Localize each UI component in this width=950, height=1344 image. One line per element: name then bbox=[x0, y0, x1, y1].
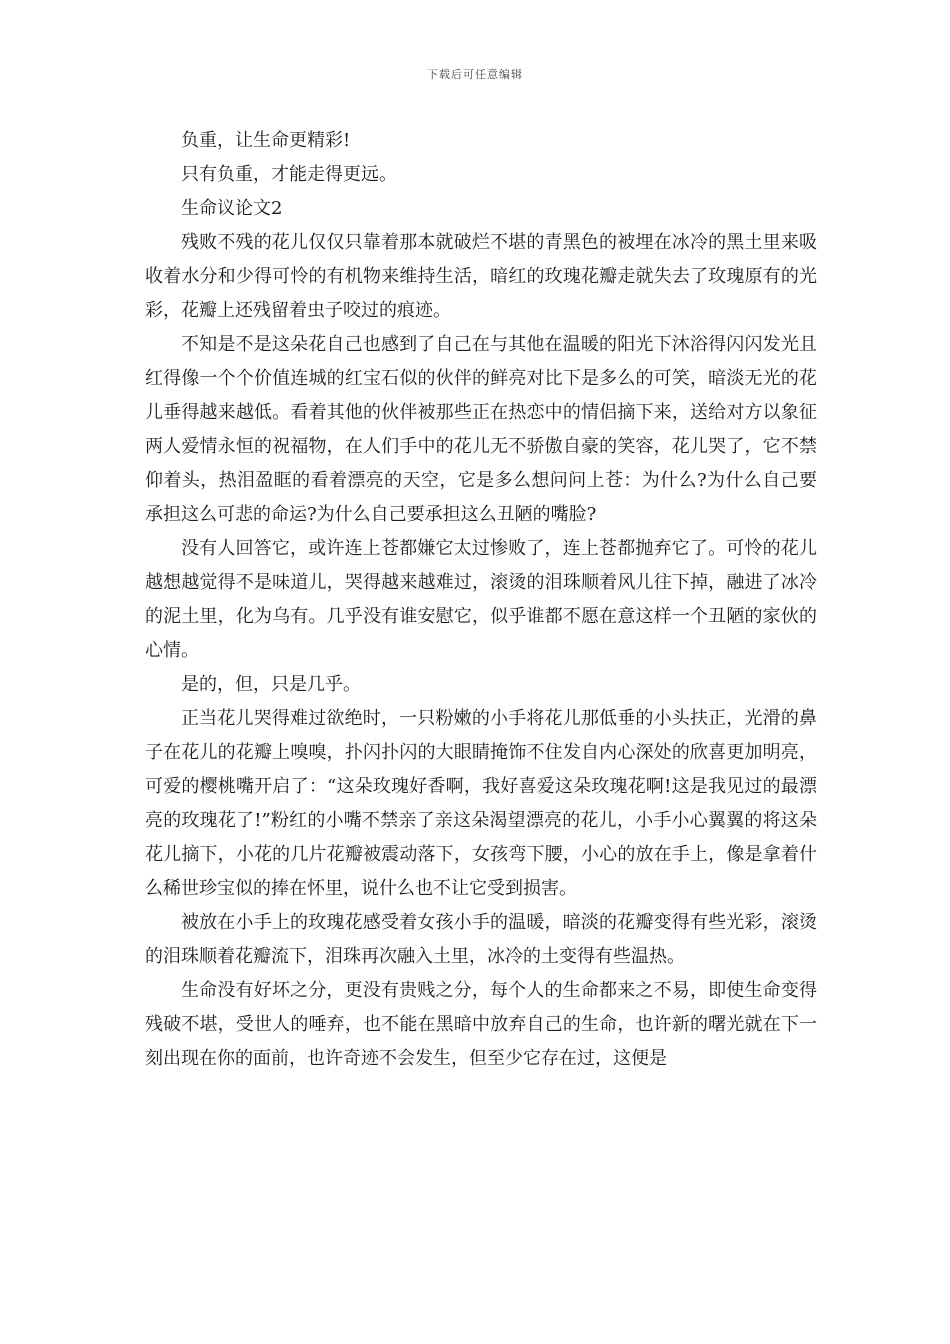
paragraph: 正当花儿哭得难过欲绝时，一只粉嫩的小手将花儿那低垂的小头扶正，光滑的鼻子在花儿的花瓣上嗅嗅，扑闪扑闪的大眼睛掩饰不住发自内心深处的欣喜更加明亮，可爱的樱桃嘴开启了：“这朵玫瑰好香啊，我好喜爱这朵玫瑰花啊!这是我见过的最漂亮的玫瑰花了!”粉红的小嘴不禁亲了亲这朵渴望漂亮的花儿，小手小心翼翼的将这朵花儿摘下，小花的几片花瓣被震动落下，女孩弯下腰，小心的放在手上，像是拿着什么稀世珍宝似的捧在怀里，说什么也不让它受到损害。 bbox=[145, 708, 817, 899]
paragraph: 生命没有好坏之分，更没有贵贱之分，每个人的生命都来之不易，即使生命变得残破不堪，受世人的唾弃，也不能在黑暗中放弃自己的生命，也许新的曙光就在下一刻出现在你的面前，也许奇迹不会发生，但至少它存在过，这便是 bbox=[145, 980, 817, 1069]
paragraph: 残败不残的花儿仅仅只靠着那本就破烂不堪的青黑色的被埋在冰冷的黑土里来吸收着水分和少得可怜的有机物来维持生活，暗红的玫瑰花瓣走就失去了玫瑰原有的光彩，花瓣上还残留着虫子咬过的痕迹。 bbox=[145, 232, 817, 321]
paragraph: 是的，但，只是几乎。 bbox=[181, 674, 361, 695]
paragraph: 没有人回答它，或许连上苍都嫌它太过惨败了，连上苍都抛弃它了。可怜的花儿越想越觉得不是味道儿，哭得越来越难过，滚烫的泪珠顺着风儿往下掉，融进了冰冷的泥土里，化为乌有。几乎没有谁安慰它，似乎谁都不愿在意这样一个丑陋的家伙的心情。 bbox=[145, 538, 817, 661]
section-title: 生命议论文2 bbox=[181, 198, 283, 219]
paragraph: 不知是不是这朵花自己也感到了自己在与其他在温暖的阳光下沐浴得闪闪发光且红得像一个个价值连城的红宝石似的伙伴的鲜亮对比下是多么的可笑，暗淡无光的花儿垂得越来越低。看着其他的伙伴被那些正在热恋中的情侣摘下来，送给对方以象征两人爱情永恒的祝福物，在人们手中的花儿无不骄傲自豪的笑容，花儿哭了，它不禁仰着头，热泪盈眶的看着漂亮的天空，它是多么想问问上苍：为什么?为什么自己要承担这么可悲的命运?为什么自己要承担这么丑陋的嘴脸? bbox=[145, 334, 817, 525]
page-header: 下载后可任意编辑 bbox=[427, 68, 523, 81]
document-body bbox=[145, 124, 817, 1076]
paragraph: 只有负重，才能走得更远。 bbox=[181, 164, 397, 185]
paragraph: 被放在小手上的玫瑰花感受着女孩小手的温暖，暗淡的花瓣变得有些光彩，滚烫的泪珠顺着花瓣流下，泪珠再次融入土里，冰冷的土变得有些温热。 bbox=[145, 912, 817, 967]
paragraph: 负重，让生命更精彩! bbox=[181, 130, 351, 151]
